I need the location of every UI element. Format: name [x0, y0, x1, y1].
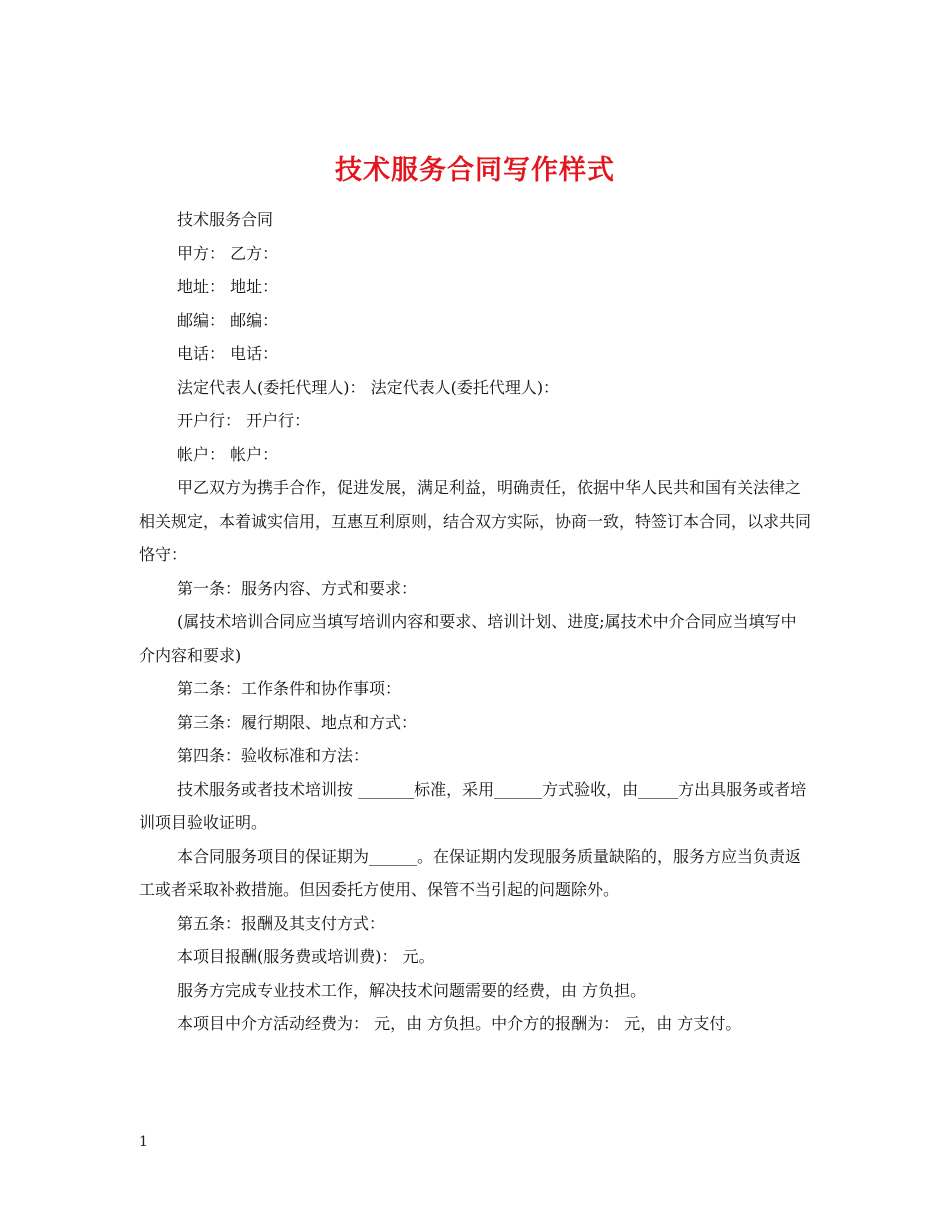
document-title: 技术服务合同写作样式 — [335, 155, 615, 187]
document-body — [139, 203, 811, 1041]
acceptance-paragraph: 技术服务或者技术培训按 _______标准，采用______方式验收，由_____方出具服务或者培训项目验收证明。 — [139, 779, 807, 832]
legal-representative-line: 法定代表人(委托代理人)： 法定代表人(委托代理人)： — [177, 377, 560, 397]
contract-heading: 技术服务合同 — [177, 210, 274, 229]
address-line: 地址： 地址： — [177, 277, 279, 296]
bank-line: 开户行： 开户行： — [177, 411, 311, 430]
warranty-paragraph: 本合同服务项目的保证期为______。在保证期内发现服务质量缺陷的，服务方应当负责返工或者采取补救措施。但因委托方使用、保管不当引起的问题除外。 — [139, 846, 802, 899]
article-one-note: (属技术培训合同应当填写培训内容和要求、培训计划、进度;属技术中介合同应当填写中介内容和要求) — [139, 612, 797, 665]
article-three-heading: 第三条：履行期限、地点和方式： — [177, 712, 418, 732]
article-one-heading: 第一条：服务内容、方式和要求： — [177, 578, 418, 598]
account-line: 帐户： 帐户： — [177, 444, 279, 464]
page-number: 1 — [139, 1134, 148, 1150]
intermediary-fee-paragraph: 本项目中介方活动经费为： 元，由 方负担。中介方的报酬为： 元，由 方支付。 — [177, 1014, 742, 1033]
phone-line: 电话： 电话： — [177, 344, 279, 363]
article-four-heading: 第四条：验收标准和方法： — [177, 746, 370, 765]
party-line: 甲方： 乙方： — [177, 243, 279, 263]
postcode-line: 邮编： 邮编： — [177, 310, 279, 330]
expense-paragraph: 服务方完成专业技术工作，解决技术问题需要的经费，由 方负担。 — [177, 980, 647, 1000]
preamble-paragraph: 甲乙双方为携手合作，促进发展，满足利益，明确责任，依据中华人民共和国有关法律之相关规定，本着诚实信用，互惠互利原则，结合双方实际，协商一致，特签订本合同，以求共同恪守： — [139, 478, 812, 564]
remuneration-paragraph: 本项目报酬(服务费或培训费)： 元。 — [177, 947, 435, 966]
article-two-heading: 第二条：工作条件和协作事项： — [177, 679, 402, 698]
article-five-heading: 第五条：报酬及其支付方式： — [177, 913, 386, 933]
